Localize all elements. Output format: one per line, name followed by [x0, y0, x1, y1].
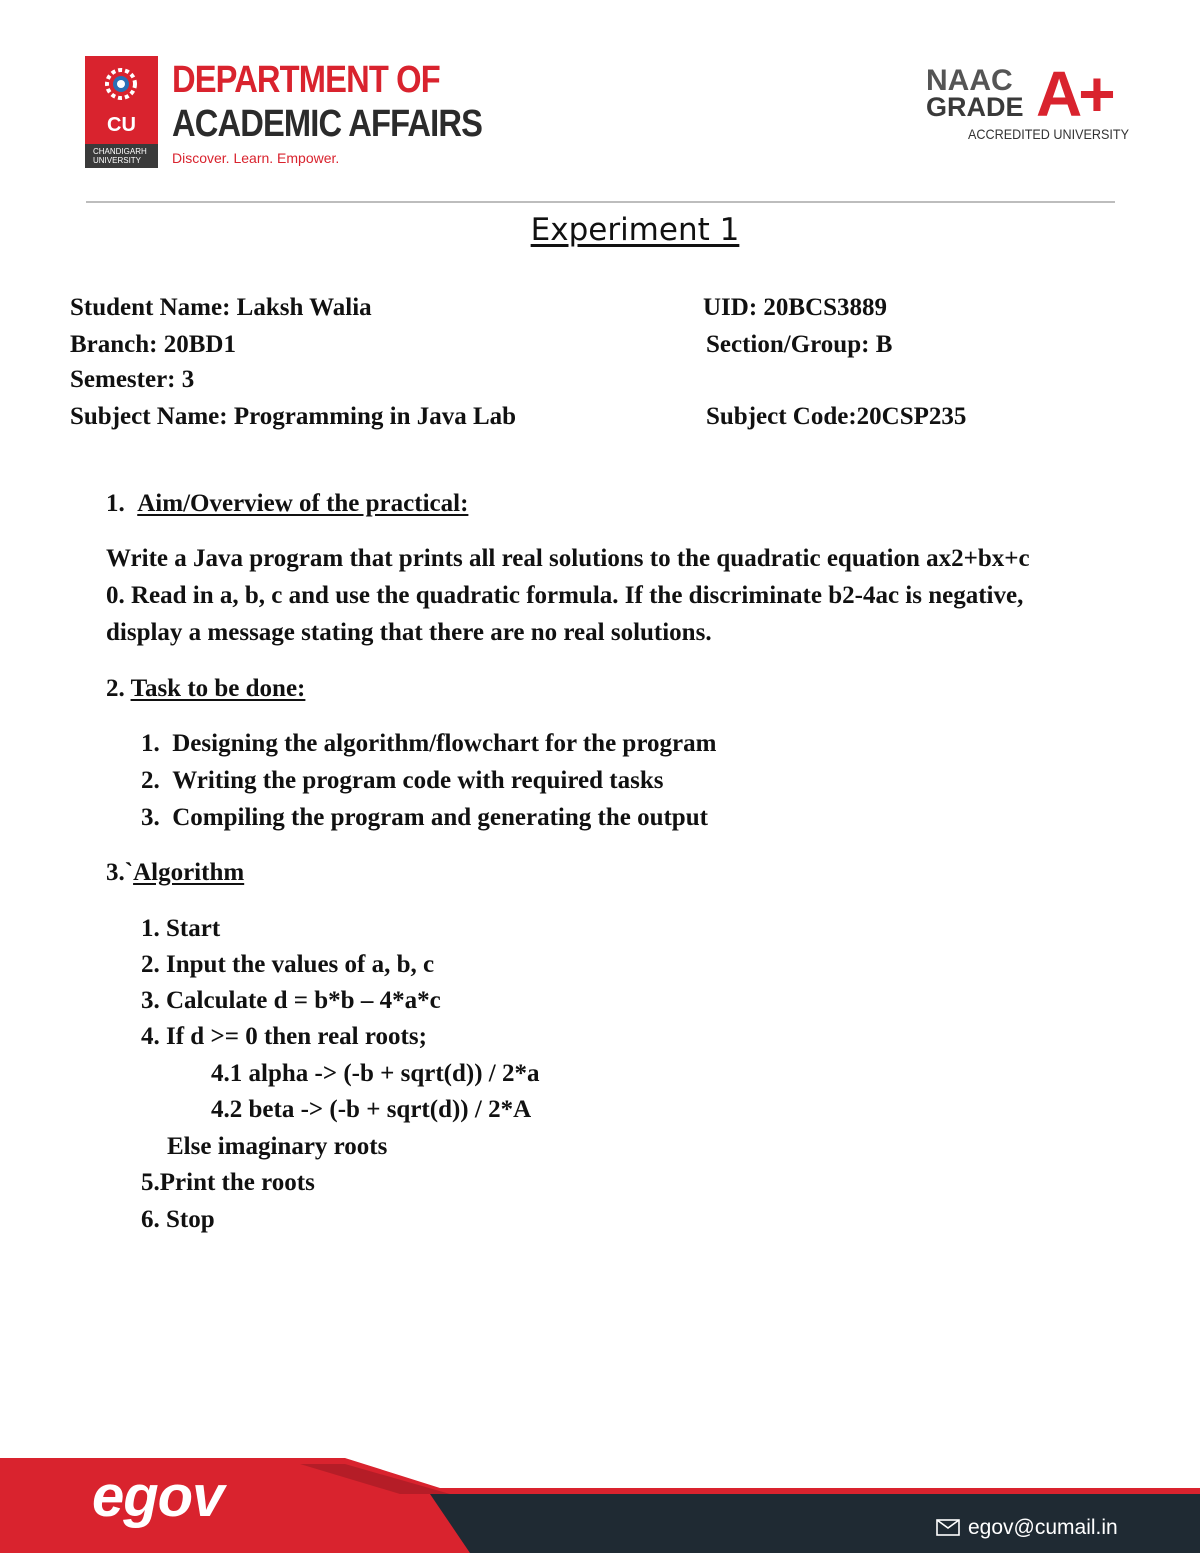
subject-code: Subject Code:20CSP235 — [706, 403, 967, 430]
algorithm-step: Else imaginary roots — [167, 1133, 388, 1160]
student-name: Student Name: Laksh Walia — [70, 294, 372, 321]
footer-banner — [0, 1458, 1200, 1553]
egov-logo: egov — [92, 1464, 224, 1529]
department-title-line1: DEPARTMENT OF — [172, 59, 440, 101]
task-item: 1. Designing the algorithm/flowchart for the program — [141, 730, 717, 757]
algorithm-substep: 4.2 beta -> (-b + sqrt(d)) / 2*A — [211, 1096, 532, 1123]
task-number: 2. — [106, 675, 125, 702]
algorithm-step: 1. Start — [141, 915, 221, 942]
grade-label: GRADE — [926, 92, 1024, 122]
logo-band: CHANDIGARH UNIVERSITY — [85, 144, 158, 168]
footer-email[interactable] — [936, 1516, 1118, 1540]
mail-icon — [936, 1519, 960, 1536]
section-group: Section/Group: B — [706, 331, 893, 358]
task-item: 2. Writing the program code with required tasks — [141, 767, 664, 794]
algorithm-step: 5.Print the roots — [141, 1169, 315, 1196]
aim-line: 0. Read in a, b, c and use the quadratic formula. If the discriminate b2-4ac is negative, — [106, 582, 1024, 609]
email-text: egov@cumail.in — [968, 1516, 1118, 1539]
algorithm-step: 3. Calculate d = b*b – 4*a*c — [141, 987, 441, 1014]
naac-grade: A+ — [1036, 58, 1112, 130]
algorithm-step: 2. Input the values of a, b, c — [141, 951, 435, 978]
department-title-line2: ACADEMIC AFFAIRS — [172, 103, 483, 145]
header-divider — [86, 201, 1115, 203]
accredited-label: ACCREDITED UNIVERSITY — [968, 126, 1130, 142]
aim-line: display a message stating that there are no real solutions. — [106, 619, 712, 646]
gear-emblem-icon — [99, 62, 143, 106]
page-title: Experiment 1 — [530, 212, 740, 248]
task-heading-text: Task to be done: — [130, 675, 306, 702]
cu-logo — [85, 56, 158, 168]
algorithm-number: 3.` — [106, 859, 134, 886]
branch: Branch: 20BD1 — [70, 331, 236, 358]
semester: Semester: 3 — [70, 366, 195, 393]
algorithm-heading — [106, 858, 244, 888]
algorithm-step: 6. Stop — [141, 1206, 215, 1233]
uid: UID: 20BCS3889 — [703, 294, 888, 321]
task-item: 3. Compiling the program and generating the output — [141, 804, 708, 831]
aim-line: Write a Java program that prints all real solutions to the quadratic equation ax2+bx+c — [106, 545, 1030, 572]
aim-heading — [106, 489, 468, 519]
aim-paragraph — [106, 540, 1126, 651]
algorithm-substep: 4.1 alpha -> (-b + sqrt(d)) / 2*a — [211, 1060, 540, 1087]
tagline: Discover. Learn. Empower. — [172, 150, 340, 166]
naac-badge — [926, 58, 1130, 146]
naac-label: NAAC — [926, 64, 1013, 97]
algorithm-heading-text: Algorithm — [133, 859, 245, 886]
subject-name: Subject Name: Programming in Java Lab — [70, 403, 517, 430]
aim-heading-text: Aim/Overview of the practical: — [137, 490, 469, 517]
task-heading — [106, 674, 305, 704]
algorithm-step: 4. If d >= 0 then real roots; — [141, 1023, 427, 1050]
logo-text: CU — [107, 114, 136, 136]
aim-number: 1. — [106, 490, 125, 517]
